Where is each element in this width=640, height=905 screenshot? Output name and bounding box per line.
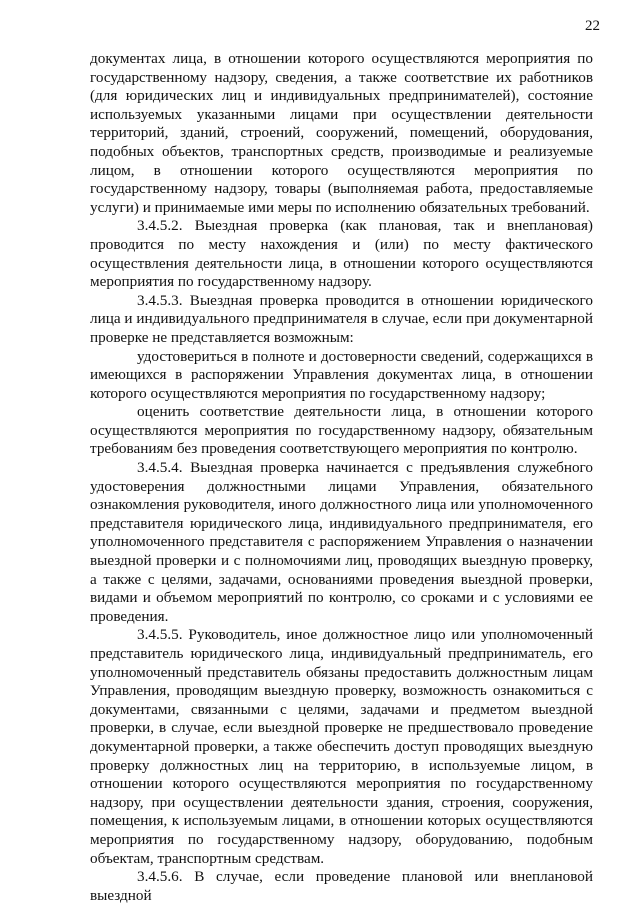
page-number: 22 bbox=[585, 18, 600, 34]
paragraph-continuation: документах лица, в отношении которого осуществляются мероприятия по государственному надзору, сведения, а также соответствие их работников (для юридических лиц и индивидуальных предпринимателей), состояние используемых указанными лицами при осуществлении деятельности территорий, зданий, строений, сооружений, помещений, оборудования, подобных объектов, транспортных средств, производимые и реализуемые лицом, в отношении которого осуществляются мероприятия по государственному надзору, товары (выполняемая работа, предоставляемые услуги) и принимаемые ими меры по исполнению обязательных требований. bbox=[90, 50, 593, 216]
paragraph-item-assess: оценить соответствие деятельности лица, в отношении которого осуществляются мероприятия по государственному надзору, обязательным требованиям без проведения соответствующего мероприятия по контролю. bbox=[90, 403, 593, 458]
paragraph-3-4-5-2: 3.4.5.2. Выездная проверка (как плановая, так и внеплановая) проводится по месту нахождения и (или) по месту фактического осуществления деятельности лица, в отношении которого осуществляются мероприятия по государственному надзору. bbox=[90, 217, 593, 291]
paragraph-item-verify: удостовериться в полноте и достоверности сведений, содержащихся в имеющихся в распоряжении Управления документах лица, в отношении которого осуществляются мероприятия по государственному надзору; bbox=[90, 347, 593, 402]
paragraph-3-4-5-5: 3.4.5.5. Руководитель, иное должностное лицо или уполномоченный представитель юридического лица, индивидуальный предприниматель, его уполномоченный представитель обязаны предоставить должностным лицам Управления, проводящим выездную проверку, возможность ознакомиться с документами, связанными с целями, задачами и предметом выездной проверки, в случае, если выездной проверке не предшествовало проведение документарной проверки, а также обеспечить доступ проводящих выездную проверку должностных лиц на территорию, в используемые лицом, в отношении которого осуществляются мероприятия по государственному надзору, при осуществлении деятельности здания, строения, сооружения, помещения, к используемым лицами, в отношении которых осуществляются мероприятия по государственному надзору, оборудованию, подобным объектам, транспортным средствам. bbox=[90, 626, 593, 867]
paragraph-3-4-5-4: 3.4.5.4. Выездная проверка начинается с предъявления служебного удостоверения должностными лицами Управления, обязательного ознакомления руководителя, иного должностного лица или уполномоченного представителя юридического лица, индивидуального предпринимателя, его уполномоченного представителя с распоряжением Управления о назначении выездной проверки и с полномочиями лиц, проводящих выездную проверку, а также с целями, задачами, основаниями проведения выездной проверки, видами и объемом мероприятий по контролю, со сроками и с условиями ее проведения. bbox=[90, 459, 593, 625]
document-body bbox=[90, 50, 593, 905]
paragraph-3-4-5-6: 3.4.5.6. В случае, если проведение плановой или внеплановой выездной bbox=[90, 868, 593, 904]
paragraph-3-4-5-3: 3.4.5.3. Выездная проверка проводится в отношении юридического лица и индивидуального предпринимателя в случае, если при документарной проверке не представляется возможным: bbox=[90, 291, 593, 346]
